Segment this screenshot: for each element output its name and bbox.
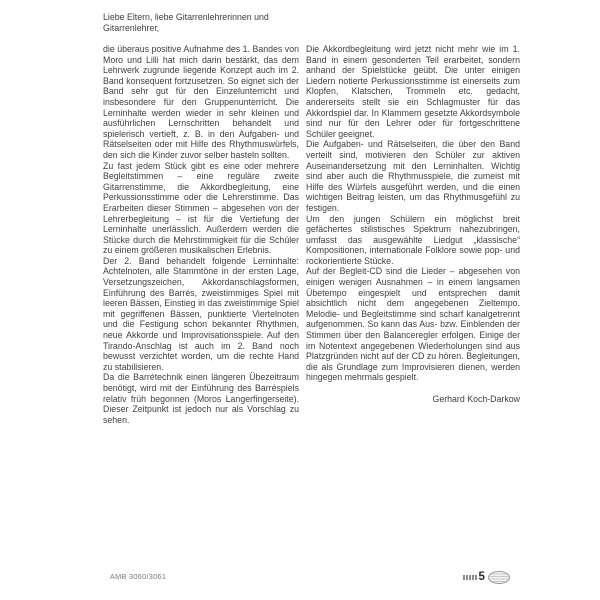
author-signature: Gerhard Koch-Darkow [432,394,520,404]
paragraph: die überaus positive Aufnahme des 1. Bandes von Moro und Lilli hat mich darin bestärkt, das dem Lehrwerk zugrunde liegende Konzept auch im 2. Band konsequent fortzusetzen. So eignet sich der Band sehr gut für den Einzelunterricht und insbesondere für den Gruppenunterricht. Die Lerninhalte werden wieder in sehr kleinen und ausführlichen Lernschritten behandelt und spielerisch vertieft, z. B. in den Aufgaben- und Rätselseiten oder mit Hilfe des Rhythmuswürfels, den sich die Kinder zuvor selber basteln sollten. [103,44,299,160]
paragraph: Um den jungen Schülern ein möglichst breit gefächertes stilistisches Spektrum nahezubringen, umfasst das ausgewählte Liedgut „klassische“ Kompositionen, internationale Folklore sowie pop- und rockorientierte Stücke. [306,213,520,266]
paragraph: Auf der Begleit-CD sind die Lieder – abgesehen von einigen wenigen Ausnahmen – in einem langsamen Übetempo eingespielt und entsprechen damit absichtlich nicht dem angegebenen Zieltempo. Melodie- und Begleitstimme sind scharf kanalgetrennt aufgenommen. So kann das Aus- bzw. Einblenden der Stimmen über den Balanceregler erfolgen. Einige der im Notentext angegebenen Wiederholungen sind aus Platzgründen nicht auf der CD zu hören. Begleitungen, die als Grundlage zum Improvisieren dienen, werden hingegen mehrmals gespielt. [306,266,520,383]
tick-marks-icon [463,575,477,580]
footer-page-mark [463,570,510,585]
paragraph: Die Aufgaben- und Rätselseiten, die über den Band verteilt sind, motivieren den Schüler zur aktiven Auseinandersetzung mit den Lerninhalten. Wichtig sind aber auch die Rhythmusspiele, die zumeist mit Hilfe des Würfels ausgeführt werden, und die einen wichtigen Beitrag leisten, um das Rhythmusgefühl zu festigen. [306,139,520,213]
paragraph: Zu fast jedem Stück gibt es eine oder mehrere Begleitstimmen – eine reguläre zweite Gitarrenstimme, die Akkordbegleitung, eine Perkussionsstimme oder die Lehrerstimme. Das Erarbeiten dieser Stimmen – abgesehen von der Lehrerbegleitung – ist für die Vertiefung der Lerninhalte unerlässlich. Außerdem werden die Stücke durch die Mehrstimmigkeit für die Schüler zu einem größeren musikalischen Erlebnis. [103,160,299,256]
salutation [103,12,313,33]
salutation-line-1: Liebe Eltern, liebe Gitarrenlehrerinnen und [103,12,269,22]
publisher-logo-icon [488,571,510,584]
catalog-number: AMB 3060/3061 [110,572,167,581]
paragraph: Die Akkordbegleitung wird jetzt nicht mehr wie im 1. Band in einem gesonderten Teil erarbeitet, sondern anhand der Spielstücke geübt. Die unter einigen Liedern notierte Perkussionsstimme ist einerseits zum Klopfen, Klatschen, Trommeln etc. gedacht, andererseits stellt sie ein Schlagmuster für das Akkordspiel dar. In Klammern gesetzte Akkordsymbole sind nur für den Lehrer oder für fortgeschrittene Schüler geeignet. [306,44,520,139]
left-text-column [103,44,299,425]
right-text-column [306,44,520,405]
page-number: 5 [478,571,485,583]
paragraph: Da die Barrétechnik einen längeren Übezeitraum benötigt, wird mit der Einführung des Barréspiels relativ früh begonnen (Moros Langerfingerseite). Dieser Zeitpunkt ist jedoch nur als Vorschlag zu sehen. [103,372,299,425]
paragraph: Der 2. Band behandelt folgende Lerninhalte: Achtelnoten, alle Stammtöne in der ersten Lage, Versetzungszeichen, Akkordanschlagsformen, Einführung des Barrés, zweistimmiges Spiel mit leeren Bässen, Einstieg in das zweistimmige Spiel mit gegriffenen Bässen, punktierte Viertelnoten und die Festigung schon bekannter Rhythmen, neue Akkorde und Improvisationsspiele. Auf den Tirando-Anschlag ist auch im 2. Band noch bewusst verzichtet worden, um die rechte Hand zu stabilisieren. [103,255,299,372]
salutation-line-2: Gitarrenlehrer, [103,22,160,33]
